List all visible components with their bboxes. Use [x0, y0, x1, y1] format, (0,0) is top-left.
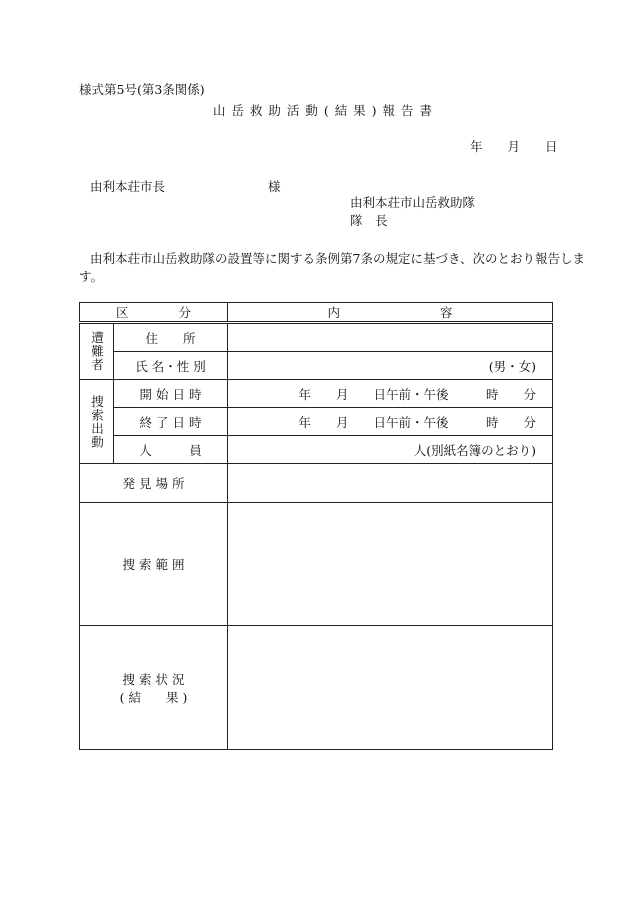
body-text-line1: 由利本荘市山岳救助隊の設置等に関する条例第7条の規定に基づき、次のとおり報告しま [90, 251, 585, 266]
start-datetime-label: 開 始 日 時 [114, 380, 228, 408]
victim-group-label: 遭難者 [80, 323, 114, 380]
victim-address-field[interactable] [228, 323, 553, 352]
addressee-name: 由利本荘市長 [90, 179, 166, 194]
search-area-field[interactable] [228, 503, 553, 626]
addressee-honorific: 様 [268, 179, 281, 194]
search-status-field[interactable] [228, 626, 553, 750]
end-datetime-label: 終 了 日 時 [114, 408, 228, 436]
discovery-place-label: 発 見 場 所 [80, 464, 228, 503]
date-line: 年 月 日 [470, 139, 558, 154]
sender-organization: 由利本荘市山岳救助隊 [350, 195, 476, 210]
body-text-line2: す。 [79, 269, 104, 284]
sender-position: 隊 長 [350, 213, 388, 228]
search-result-text: ( 結 果 ) [119, 689, 188, 705]
personnel-label: 人 員 [114, 436, 228, 464]
discovery-place-field[interactable] [228, 464, 553, 503]
report-title: 山 岳 救 助 活 動 ( 結 果 ) 報 告 書 [213, 103, 433, 118]
form-number: 様式第5号(第3条関係) [79, 82, 205, 97]
report-table [79, 302, 553, 750]
search-area-label: 捜 索 範 囲 [80, 503, 228, 626]
victim-sex-field[interactable]: (男・女) [228, 352, 553, 380]
column-header-category: 区 分 [80, 303, 228, 323]
search-status-label [80, 626, 228, 750]
search-status-text: 捜 索 状 況 [122, 671, 185, 687]
end-datetime-field[interactable]: 年 月 日午前・午後 時 分 [228, 408, 553, 436]
victim-address-label: 住 所 [114, 323, 228, 352]
personnel-field[interactable]: 人(別紙名簿のとおり) [228, 436, 553, 464]
victim-name-sex-label: 氏 名・性 別 [114, 352, 228, 380]
column-header-content: 内 容 [228, 303, 553, 323]
start-datetime-field[interactable]: 年 月 日午前・午後 時 分 [228, 380, 553, 408]
search-group-label: 捜索出動 [80, 380, 114, 464]
